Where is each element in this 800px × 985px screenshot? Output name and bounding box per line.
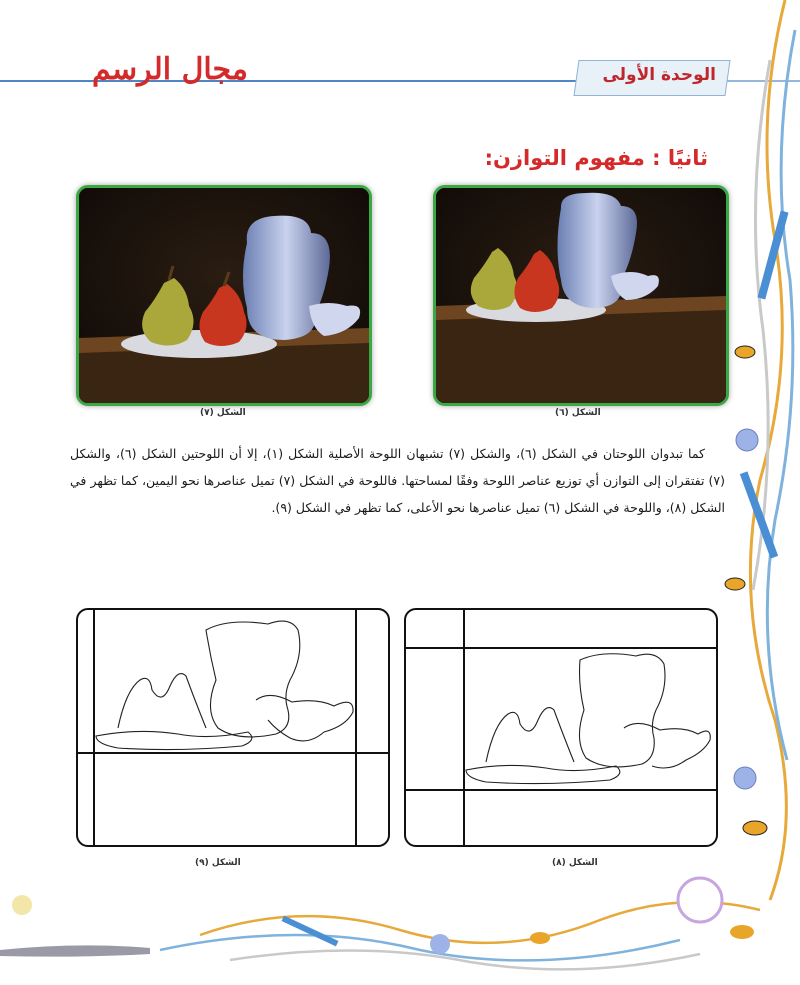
unit-badge (570, 56, 730, 98)
pencil-icon (282, 916, 339, 947)
flower-icon (430, 934, 450, 954)
flower-icon (678, 878, 722, 922)
butterfly-icon (730, 925, 754, 939)
figure-8-caption: الشكل (٨) (552, 858, 598, 868)
unit-label: الوحدة الأولى (602, 65, 716, 85)
body-paragraph (70, 440, 725, 521)
logo-icon (12, 895, 32, 915)
butterfly-icon (725, 346, 767, 835)
section-title: ثانيًا : مفهوم التوازن: (484, 146, 708, 170)
figure-6-painting (433, 185, 729, 406)
subject-title: مجال الرسم (92, 52, 248, 87)
decorative-border-right (715, 0, 800, 985)
body-text: كما تبدوان اللوحتان في الشكل (٦)، والشكل (٧) تشبهان اللوحة الأصلية الشكل (١)، إلا أن اللوحتين الشكل (٦)، والشكل (٧) تفتقران إلى التوازن أي توزيع عناصر اللوحة وفقًا لمساحتها. فاللوحة في الشكل (٧) تميل عناصرها نحو اليمين، كما تظهر في الشكل (٨)، واللوحة في الشكل (٦) تميل عناصرها نحو الأعلى، كما تظهر في الشكل (٩). (70, 446, 726, 515)
figure-9-caption: الشكل (٩) (195, 858, 241, 868)
butterfly-icon (530, 932, 550, 944)
figure-7-caption: الشكل (٧) (200, 408, 246, 418)
paintbrush-icon (0, 945, 150, 956)
decorative-border-bottom (0, 850, 800, 985)
figure-8-sketch (404, 608, 718, 847)
figure-6-caption: الشكل (٦) (555, 408, 601, 418)
figure-7-painting (76, 185, 372, 406)
figure-9-sketch (76, 608, 390, 847)
